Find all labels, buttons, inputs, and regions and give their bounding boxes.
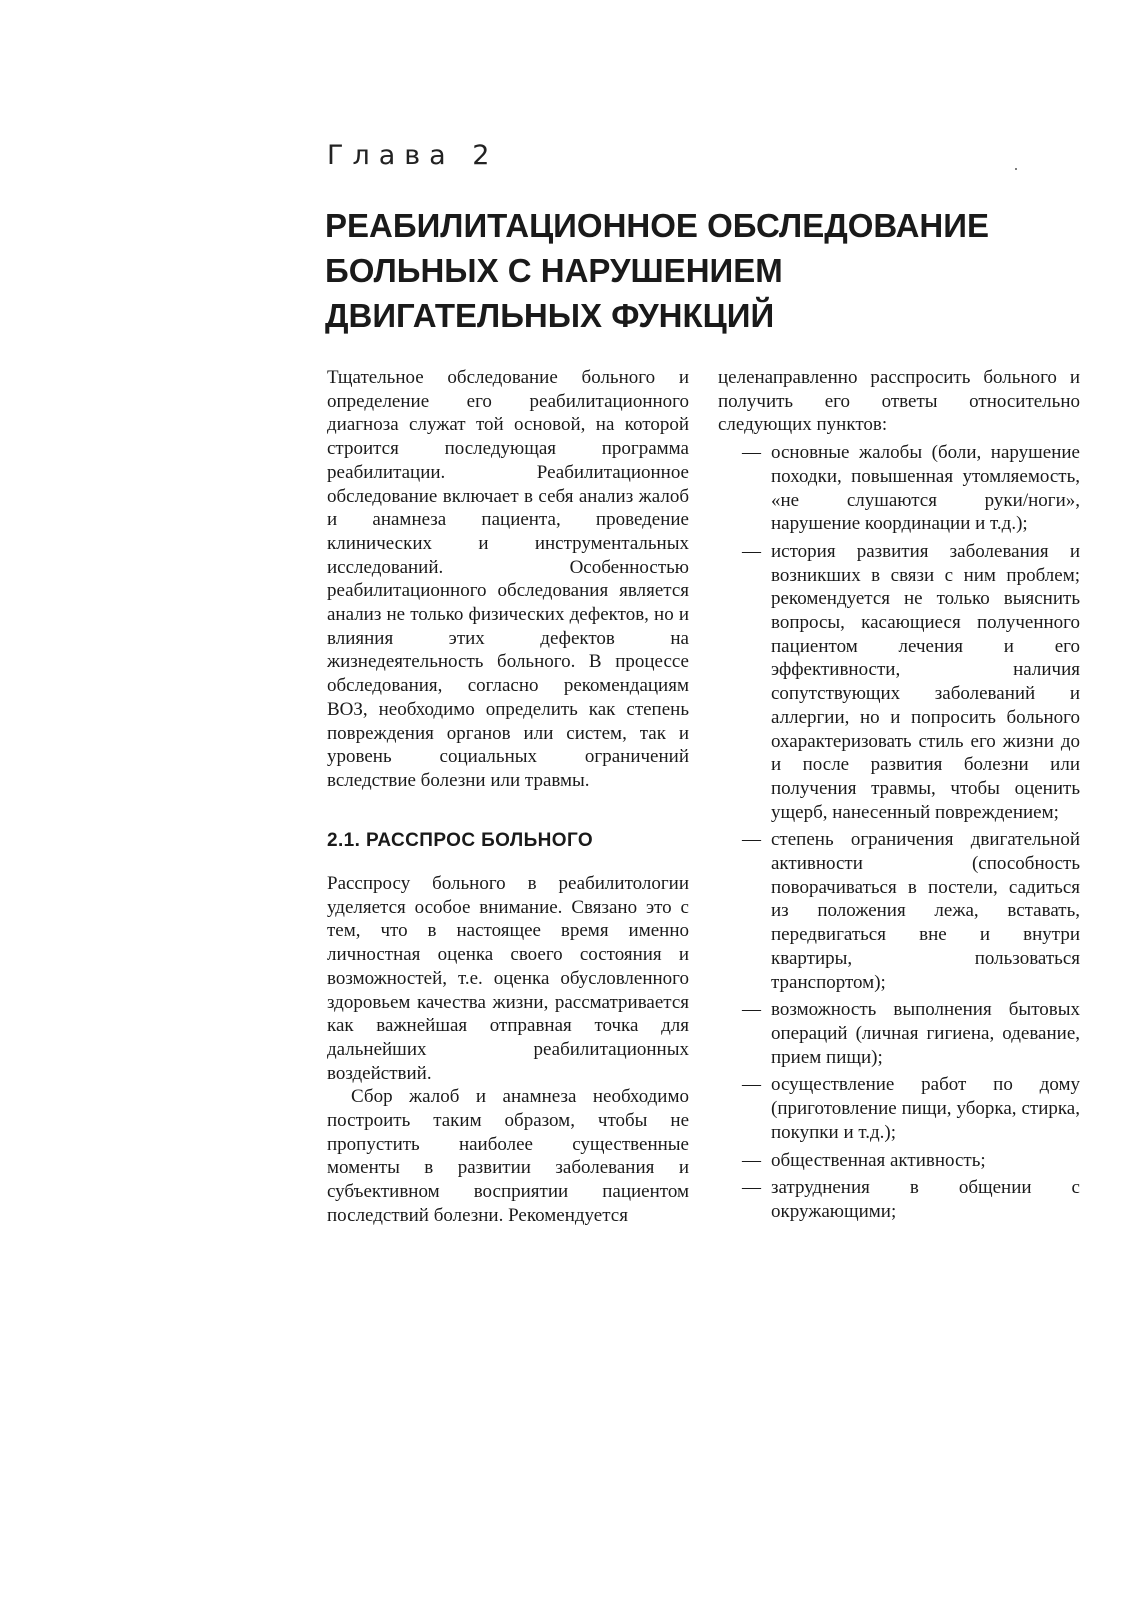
chapter-title-line-2: БОЛЬНЫХ С НАРУШЕНИЕМ (325, 252, 783, 289)
chapter-title-line-1: РЕАБИЛИТАЦИОННОЕ ОБСЛЕДОВАНИЕ (325, 207, 989, 244)
right-column (718, 366, 1080, 1228)
dash-marker: — (742, 1149, 761, 1171)
list-item-text: история развития заболевания и возникших в связи с ним проблем; рекомендуется не только выяснить вопросы, касающиеся полученного пациентом лечения и его эффективности, наличия сопутствующих заболеваний и аллергии, но и попросить больного охарактеризовать стиль его жизни до и после развития болезни или получения травмы, чтобы оценить ущерб, нанесенный повреждением; (771, 540, 1080, 823)
chapter-title-line-3: ДВИГАТЕЛЬНЫХ ФУНКЦИЙ (325, 297, 775, 334)
chapter-title (325, 203, 1045, 338)
list-item-text: общественная активность; (771, 1149, 986, 1171)
list-item (718, 998, 1080, 1069)
stray-dot (1015, 168, 1017, 170)
section-paragraph-2: Сбор жалоб и анамнеза необходимо построить таким образом, чтобы не пропустить наиболее существенные моменты в развитии заболевания и субъективном восприятии пациентом последствий болезни. Рекомендуется (327, 1086, 689, 1226)
dash-marker: — (742, 540, 761, 562)
dash-marker: — (742, 1074, 761, 1096)
dash-marker: — (742, 1177, 761, 1199)
dash-marker: — (742, 442, 761, 464)
intro-paragraph: Тщательное обследование больного и определение его реабилитационного диагноза служат той основой, на которой строится последующая программа реабилитации. Реабилитационное обследование включает в себя анализ жалоб и анамнеза пациента, проведение клинических и инструментальных исследований. Особенностью реабилитационного обследования является анализ не только физических дефектов, но и влияния этих дефектов на жизнедеятельность больного. В процессе обследования, согласно рекомендациям ВОЗ, необходимо определить как степень повреждения органов или систем, так и уровень социальных ограничений вследствие болезни или травмы. (327, 367, 689, 791)
dash-marker: — (742, 999, 761, 1021)
complaint-list (718, 441, 1080, 1224)
section-heading: 2.1. РАССПРОС БОЛЬНОГО (327, 830, 594, 851)
list-item (718, 1149, 1080, 1173)
list-item (718, 828, 1080, 994)
list-item (718, 540, 1080, 824)
dash-marker: — (742, 829, 761, 851)
list-item-text: основные жалобы (боли, нарушение походки, повышенная утомляемость, «не слушаются руки/ноги», нарушение координации и т.д.); (771, 442, 1080, 535)
chapter-label: Глава 2 (327, 140, 499, 171)
list-item (718, 441, 1080, 536)
list-item-text: степень ограничения двигательной активности (способность поворачиваться в постели, садиться из положения лежа, вставать, передвигаться вне и внутри квартиры, пользоваться транспортом); (771, 829, 1080, 993)
left-column (327, 366, 689, 1226)
list-item (718, 1176, 1080, 1223)
section-paragraph-1: Расспросу больного в реабилитологии уделяется особое внимание. Связано это с тем, что в настоящее время именно личностная оценка своего состояния и возможностей, т.е. оценка обусловленного здоровьем качества жизни, рассматривается как важнейшая отправная точка для дальнейших реабилитационных воздействий. (327, 873, 689, 1084)
list-item (718, 1073, 1080, 1144)
list-item-text: возможность выполнения бытовых операций (личная гигиена, одевание, прием пищи); (771, 999, 1080, 1068)
list-lead: целенаправленно расспросить больного и получить его ответы относительно следующих пунктов: (718, 367, 1080, 436)
list-item-text: затруднения в общении с окружающими; (771, 1177, 1080, 1222)
list-item-text: осуществление работ по дому (приготовление пищи, уборка, стирка, покупки и т.д.); (771, 1074, 1080, 1143)
section-body (327, 872, 689, 1228)
